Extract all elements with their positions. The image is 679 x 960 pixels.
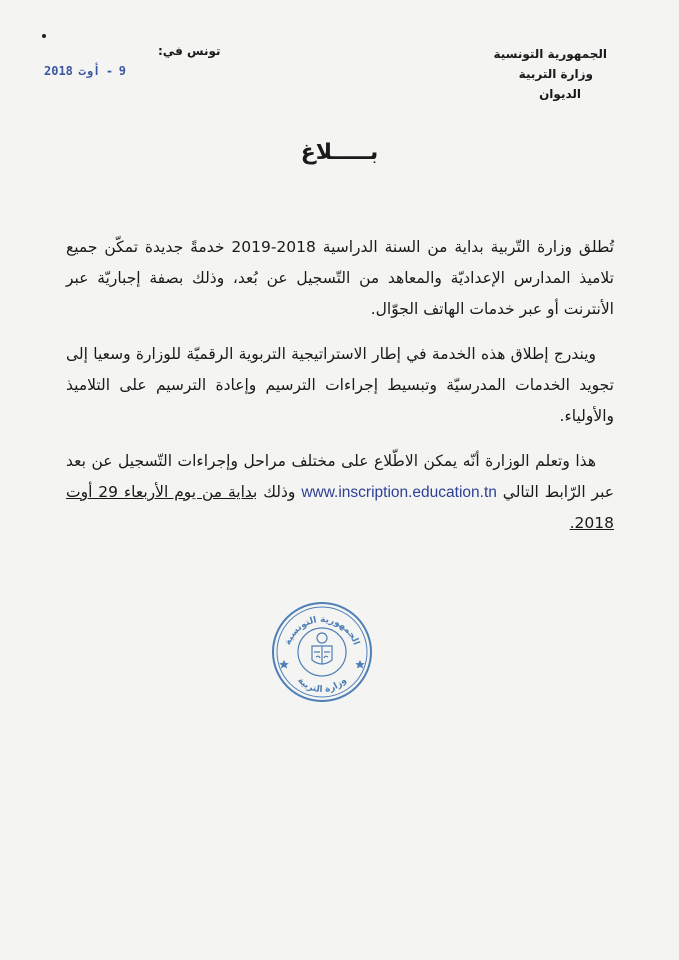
place-label: تونس في: xyxy=(158,44,221,58)
date-dash: - xyxy=(105,64,114,78)
paragraph-2: ويندرج إطلاق هذه الخدمة في إطار الاستراتيجية التربوية الرقميّة للوزارة وسعيا إلى تجويد الخدمات المدرسيّة وتبسيط إجراءات الترسيم وإعادة الترسيم على التلاميذ والأولياء. xyxy=(66,345,614,425)
inscription-link[interactable]: www.inscription.education.tn xyxy=(301,484,497,501)
date-day: 9 xyxy=(118,64,126,78)
ministry-seal xyxy=(270,600,374,704)
date-year: 2018 xyxy=(44,64,73,78)
paragraph-3-middle: وذلك xyxy=(263,483,296,501)
notice-body xyxy=(66,232,614,553)
emblem-icon xyxy=(312,633,332,664)
seal-text-top: الجمهورية التونسية xyxy=(283,614,361,647)
notice-title: بـــــلاغ xyxy=(300,140,379,165)
republic-name: الجمهورية التونسية xyxy=(493,47,607,61)
paragraph-1: تُطلق وزارة التّربية بداية من السنة الدراسية 2018-2019 خدمةً جديدة تمكّن جميع تلاميذ المدارس الإعداديّة والمعاهد من التّسجيل عن بُعد، وذلك بصفة إجباريّة عبر الأنترنت أو عبر خدمات الهاتف الجوّال. xyxy=(66,238,614,318)
paragraph-3-start: هذا وتعلم الوزارة أنّه يمكن الاطّلاع على مختلف مراحل وإجراءات التّسجيل عن بعد عبر الرّابط التالي xyxy=(66,452,614,501)
scan-dot xyxy=(42,34,46,38)
letterhead xyxy=(437,44,607,104)
seal-text-bottom: وزارة التربية xyxy=(295,675,349,696)
ministry-name: وزارة التربية xyxy=(518,67,593,81)
start-date-text: بداية من يوم الأربعاء 29 أوت 2018. xyxy=(66,483,614,532)
date-stamp xyxy=(44,62,126,80)
date-month: أوت xyxy=(78,64,101,78)
paragraph-3 xyxy=(66,446,614,539)
office-name: الديوان xyxy=(539,87,581,101)
